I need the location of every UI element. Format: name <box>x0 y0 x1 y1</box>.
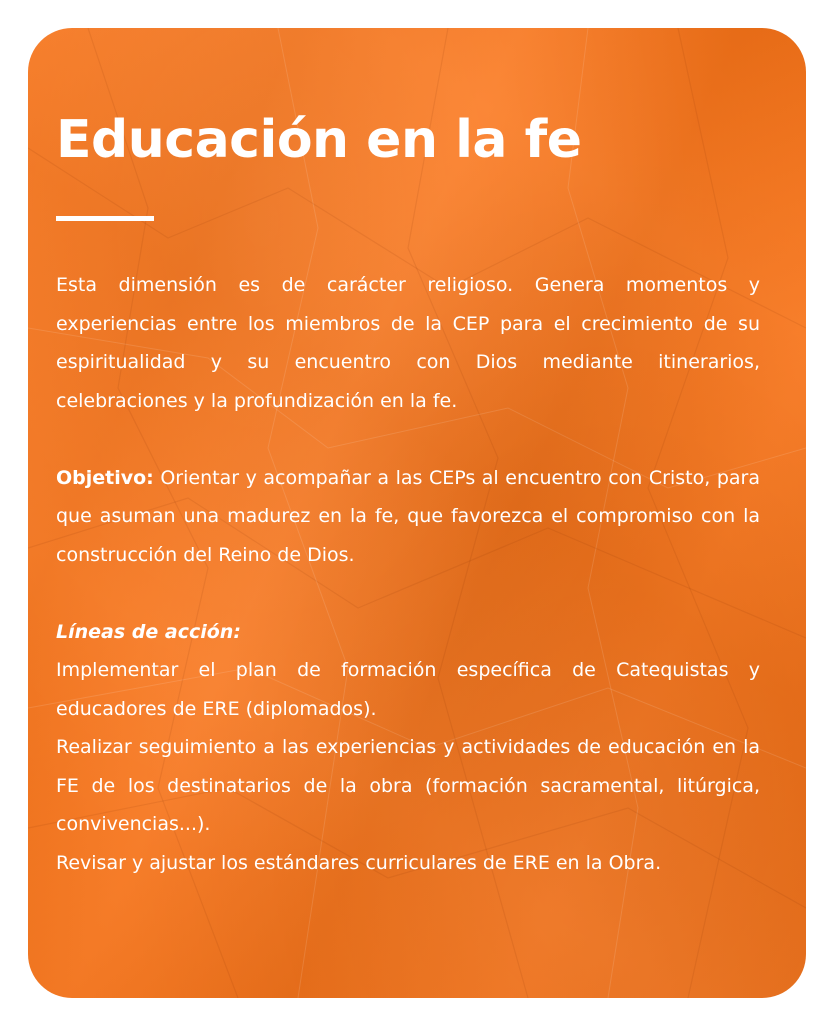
intro-paragraph: Esta dimensión es de carácter religioso. Genera momentos y experiencias entre los miembros de la CEP para el crecimiento de su espiritualidad y su encuentro con Dios mediante itinerarios, celebraciones y la profundización en la fe. <box>56 274 760 412</box>
paragraph-spacer <box>56 574 760 613</box>
objective-paragraph <box>56 459 760 575</box>
paragraph-spacer <box>56 420 760 459</box>
page-title: Educación en la fe <box>56 110 582 170</box>
content-card <box>28 28 806 998</box>
action-line-item: Revisar y ajustar los estándares curriculares de ERE en la Obra. <box>56 851 662 874</box>
body-content <box>56 266 760 882</box>
action-lines-heading: Líneas de acción: <box>56 620 241 643</box>
action-line-item: Realizar seguimiento a las experiencias y actividades de educación en la FE de los destinatarios de la obra (formación sacramental, litúrgica, convivencias...). <box>56 736 760 835</box>
objective-label: Objetivo: <box>56 466 154 489</box>
objective-text: Orientar y acompañar a las CEPs al encuentro con Cristo, para que asuman una madurez en la fe, que favorezca el compromiso con la construcción del Reino de Dios. <box>56 466 760 566</box>
action-line-item: Implementar el plan de formación específica de Catequistas y educadores de ERE (diplomados). <box>56 659 760 720</box>
title-underline <box>56 216 154 221</box>
